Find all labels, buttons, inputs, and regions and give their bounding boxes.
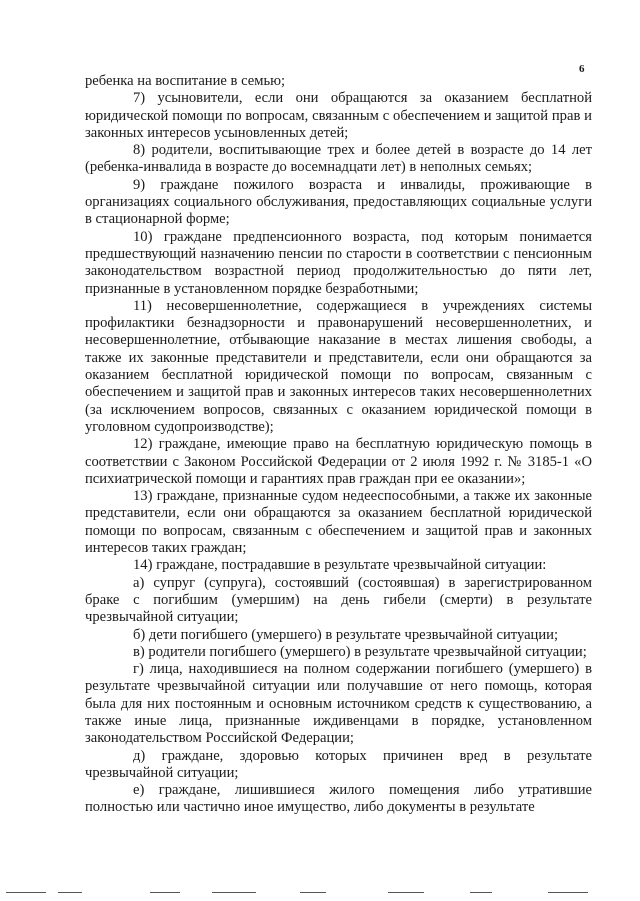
scan-mark	[58, 892, 82, 893]
paragraph: 9) граждане пожилого возраста и инвалиды, проживающие в организациях социального обслуживания, предоставляющих социальные услуги в стационарной форме;	[85, 176, 592, 228]
paragraph: 7) усыновители, если они обращаются за оказанием бесплатной юридической помощи по вопросам, связанным с обеспечением и защитой прав и законных интересов усыновленных детей;	[85, 90, 592, 141]
scan-edge-artifact	[0, 887, 640, 901]
paragraph: 14) граждане, пострадавшие в результате чрезвычайной ситуации:	[133, 557, 547, 574]
paragraph: 8) родители, воспитывающие трех и более детей в возрасте до 14 лет (ребенка-инвалида в возрасте до восемнадцати лет) в неполных семьях;	[85, 142, 592, 176]
paragraph: а) супруг (супруга), состоявший (состоявшая) в зарегистрированном браке с погибшим (умершим) на день гибели (смерти) в результате чрезвычайной ситуации;	[85, 574, 592, 626]
page-number: 6	[579, 63, 585, 75]
scan-mark	[548, 892, 588, 893]
scan-mark	[6, 892, 46, 893]
scan-mark	[300, 892, 326, 893]
scan-mark	[388, 892, 424, 893]
paragraph: 13) граждане, признанные судом недееспособными, а также их законные представители, если они обращаются за оказанием бесплатной юридической помощи по вопросам, связанным с обеспечением и защитой прав и законных интересов таких граждан;	[85, 488, 592, 557]
paragraph: в) родители погибшего (умершего) в результате чрезвычайной ситуации;	[133, 643, 587, 660]
paragraph: г) лица, находившиеся на полном содержании погибшего (умершего) в результате чрезвычайной ситуации или получавшие от него помощь, которая была для них постоянным и основным источником средств к существованию, а также иные лица, признанные иждивенцами в порядке, установленном законодательством Российской Федерации;	[85, 661, 592, 747]
paragraph: е) граждане, лишившиеся жилого помещения либо утратившие полностью или частично иное имущество, либо документы в результате	[85, 782, 592, 816]
paragraph: ребенка на воспитание в семью;	[85, 73, 286, 89]
paragraph: 12) граждане, имеющие право на бесплатную юридическую помощь в соответствии с Законом Российской Федерации от 2 июля 1992 г. № 3185-1 «О психиатрической помощи и гарантиях прав граждан при ее оказании»;	[85, 436, 592, 487]
paragraph: 11) несовершеннолетние, содержащиеся в учреждениях системы профилактики безнадзорности и правонарушений несовершеннолетних, и несовершеннолетние, отбывающие наказание в местах лишения свободы, а также их законные представители и представители, если они обращаются за оказанием бесплатной юридической помощи по вопросам, связанным с обеспечением и защитой прав и законных интересов таких несовершеннолетних (за исключением вопросов, связанных с оказанием юридической помощи в уголовном судопроизводстве);	[85, 297, 592, 435]
scan-mark	[470, 892, 492, 893]
paragraph: 10) граждане предпенсионного возраста, под которым понимается предшествующий назначению пенсии по старости в соответствии с пенсионным законодательством возрастной период продолжительностью до пяти лет, признанные в установленном порядке безработными;	[85, 228, 592, 297]
scan-mark	[150, 892, 180, 893]
paragraph: д) граждане, здоровью которых причинен вред в результате чрезвычайной ситуации;	[85, 747, 592, 781]
paragraph: б) дети погибшего (умершего) в результате чрезвычайной ситуации;	[133, 626, 559, 643]
scan-mark	[212, 892, 256, 893]
document-body	[85, 73, 592, 817]
